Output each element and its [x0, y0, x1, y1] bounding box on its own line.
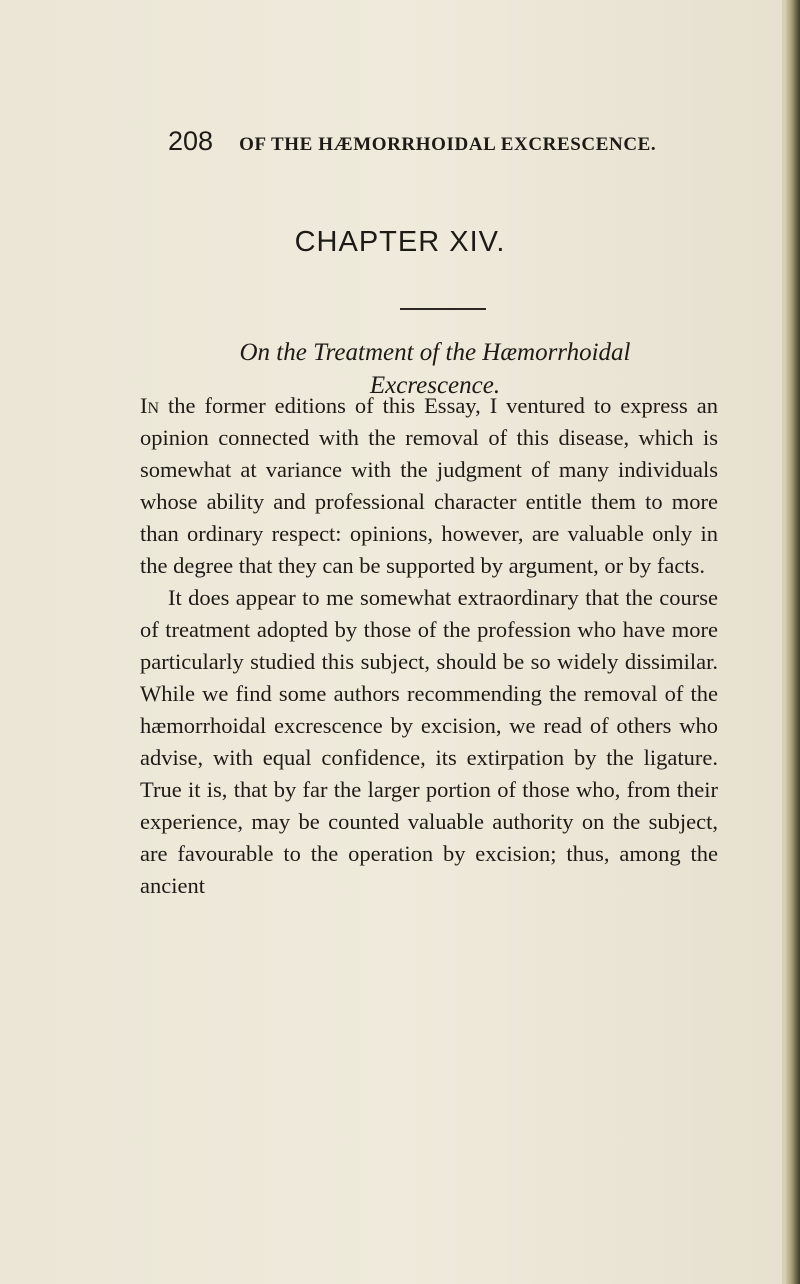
book-spine-edge — [786, 0, 800, 1284]
subtitle-line-1: On the Treatment of the Hæmorrhoidal — [239, 339, 631, 366]
subtitle-line-2: Excrescence. — [369, 372, 501, 399]
page-header — [168, 126, 668, 157]
paragraph-1 — [140, 390, 718, 582]
drop-word: In — [140, 393, 160, 418]
paragraph-2: It does appear to me somewhat extraordinary that the course of treatment adopted by those of the profession who have more particularly studied this subject, should be so widely dissimilar. While we find some authors recommending the removal of the hæmorrhoidal excrescence by excision, we read of others who advise, with equal confidence, its extirpation by the ligature. True it is, that by far the larger portion of those who, from their experience, may be counted valuable authority on the subject, are favourable to the operation by excision; thus, among the ancient — [140, 585, 718, 898]
page-number: 208 — [168, 126, 214, 156]
chapter-title: CHAPTER XIV. — [294, 226, 506, 258]
running-head: OF THE HÆMORRHOIDAL EXCRESCENCE. — [239, 134, 657, 155]
body-text — [140, 390, 718, 902]
paragraph-1-text: the former editions of this Essay, I ventured to express an opinion connected with the removal of this disease, which is somewhat at variance with the judgment of many individuals whose ability and professional character entitle them to more than ordinary respect: opinions, however, are valuable only in the degree that they can be supported by argument, or by facts. — [140, 393, 718, 578]
title-divider — [400, 308, 486, 310]
